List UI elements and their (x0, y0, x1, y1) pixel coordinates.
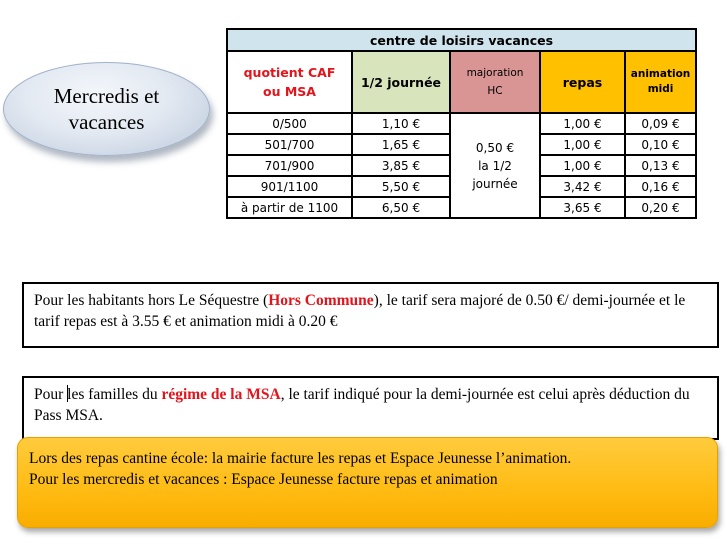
mercredis-vacances-badge (3, 62, 210, 156)
table-row (227, 113, 696, 134)
header-demi-journee: 1/2 journée (352, 51, 450, 113)
cell-repas: 3,65 € (540, 197, 625, 218)
hors-commune-highlight: Hors Commune (268, 292, 374, 309)
tariff-table (226, 28, 697, 219)
majoration-line-1: 0,50 € (475, 140, 515, 155)
cell-quotient: 0/500 (227, 113, 352, 134)
cell-repas: 1,00 € (540, 134, 625, 155)
cell-demi: 3,85 € (352, 155, 450, 176)
cell-repas: 1,00 € (540, 155, 625, 176)
header-caf-line-1: quotient CAF (243, 65, 336, 80)
cell-animation: 0,10 € (625, 134, 696, 155)
header-quotient-caf (227, 51, 352, 113)
billing-note (17, 437, 718, 528)
header-anim-line-1: animation (630, 68, 691, 80)
cell-animation: 0,16 € (625, 176, 696, 197)
header-maj-line-2: HC (487, 85, 503, 97)
header-majoration (450, 51, 540, 113)
cell-quotient: 901/1100 (227, 176, 352, 197)
cell-animation: 0,13 € (625, 155, 696, 176)
header-maj-line-1: majoration (466, 67, 524, 79)
cell-animation: 0,09 € (625, 113, 696, 134)
table-header-row (227, 51, 696, 113)
badge-text (32, 83, 182, 135)
majoration-line-3: journée (472, 176, 518, 191)
badge-line-1: Mercredis et (53, 84, 160, 108)
cell-demi: 5,50 € (352, 176, 450, 197)
header-animation-midi (625, 51, 696, 113)
majoration-line-2: la 1/2 (478, 158, 512, 173)
msa-highlight: régime de la MSA (161, 386, 281, 403)
cell-quotient: 701/900 (227, 155, 352, 176)
table-title: centre de loisirs vacances (227, 29, 696, 51)
billing-note-line-1: Lors des repas cantine école: la mairie facture les repas et Espace Jeunesse l’animation. (29, 450, 572, 467)
msa-notice (22, 376, 719, 440)
cell-quotient: à partir de 1100 (227, 197, 352, 218)
msa-text-after: , le tarif indiqué pour la demi-journée est celui après déduction du Pass MSA. (34, 386, 690, 424)
cell-quotient: 501/700 (227, 134, 352, 155)
cell-demi: 1,65 € (352, 134, 450, 155)
hors-commune-text-after: ), le tarif sera majoré de 0.50 €/ demi-journée et le tarif repas est à 3.55 € et animation midi à 0.20 € (34, 292, 686, 330)
cell-demi: 1,10 € (352, 113, 450, 134)
badge-line-2: vacances (68, 110, 145, 134)
cell-repas: 3,42 € (540, 176, 625, 197)
header-caf-line-2: ou MSA (263, 84, 316, 99)
cell-majoration (450, 113, 540, 218)
msa-text-before-b: les familles du (67, 386, 162, 403)
msa-text-before-a: Pour (34, 386, 68, 403)
hors-commune-text-before: Pour les habitants hors Le Séquestre ( (34, 292, 269, 309)
header-anim-line-2: midi (647, 83, 674, 95)
cell-demi: 6,50 € (352, 197, 450, 218)
table-title-row (227, 29, 696, 51)
billing-note-line-2: Pour les mercredis et vacances : Espace Jeunesse facture repas et animation (29, 471, 498, 488)
cell-repas: 1,00 € (540, 113, 625, 134)
hors-commune-notice (22, 282, 719, 348)
cell-animation: 0,20 € (625, 197, 696, 218)
header-repas: repas (540, 51, 625, 113)
